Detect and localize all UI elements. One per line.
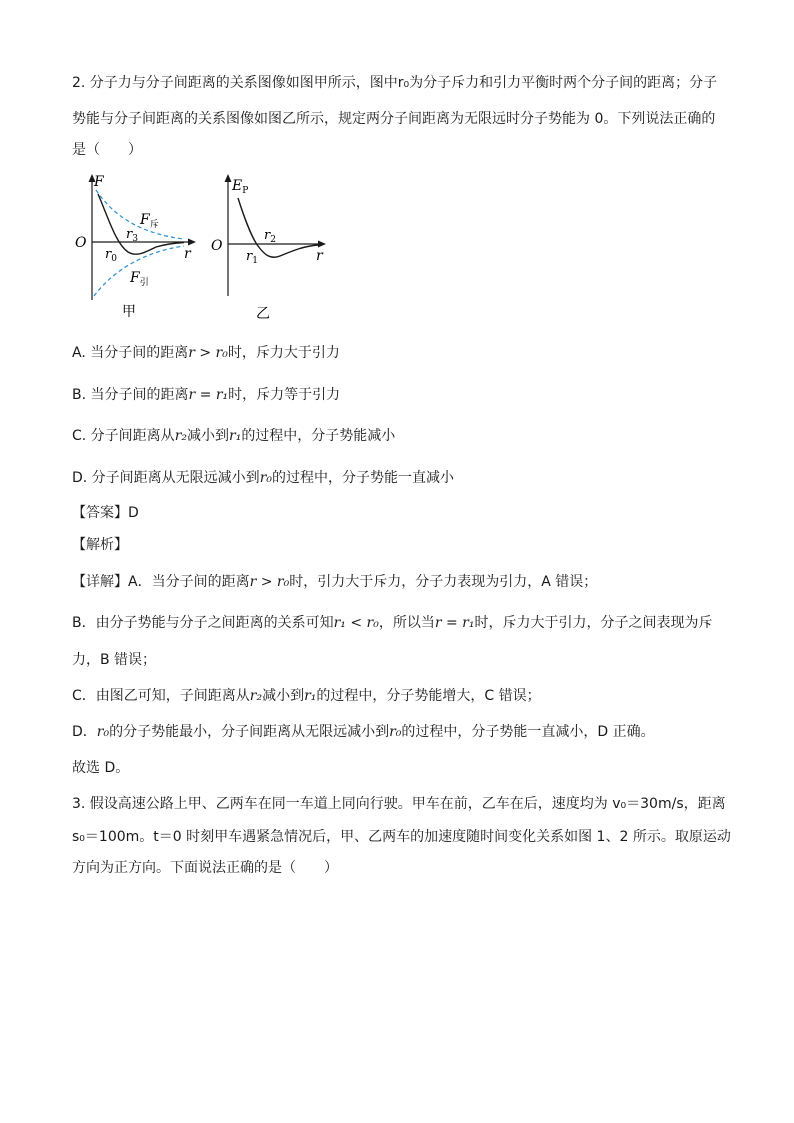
- detail-line-3: 力，B 错误；: [72, 652, 157, 668]
- option-c-pre: C. 分子间距离从: [72, 428, 175, 444]
- detail-line-4: [72, 686, 541, 706]
- q2-text-line-2: 势能与分子间距离的关系图像如图乙所示，规定两分子间距离为无限远时分子势能为 0。下列说法正确的: [72, 111, 716, 127]
- detail-4-math-1: r₂: [249, 688, 263, 704]
- detail-4-post: 的过程中，分子势能增大，C 错误；: [316, 688, 541, 704]
- detail-line-6: 故选 D。: [72, 760, 130, 776]
- option-c-math-2: r₁: [229, 428, 242, 444]
- option-b-pre: B. 当分子间的距离: [72, 387, 189, 403]
- option-d-math: r₀: [259, 470, 272, 486]
- detail-2-post: 时，斥力大于引力，分子之间表现为斥: [474, 615, 713, 631]
- detail-line-2: [72, 613, 713, 633]
- option-a-post: 时，斥力大于引力: [227, 345, 340, 361]
- option-a: [72, 343, 340, 363]
- detail-5-pre: D．: [72, 724, 97, 740]
- option-a-pre: A. 当分子间的距离: [72, 345, 189, 361]
- option-d-post: 的过程中，分子势能一直减小: [272, 470, 454, 486]
- detail-line-1: [72, 572, 597, 592]
- detail-1-pre: 【详解】A．当分子间的距离: [72, 574, 250, 590]
- jia-caption: 甲: [122, 304, 136, 320]
- jia-label-r0: $r_0$: [105, 247, 117, 264]
- yi-y-arrow: [225, 174, 232, 182]
- option-c-mid: 减小到: [187, 428, 229, 444]
- q3-text-line-3: 方向为正方向。下面说法正确的是（ ）: [72, 860, 338, 876]
- detail-1-post: 时，引力大于斥力，分子力表现为引力，A 错误；: [289, 574, 598, 590]
- detail-1-math: r > r₀: [249, 574, 290, 590]
- q2-text-line-1: 2. 分子力与分子间距离的关系图像如图甲所示，图中r₀为分子斥力和引力平衡时两个分子间的距离；分子: [72, 75, 718, 91]
- option-a-math: r > r₀: [188, 345, 228, 361]
- jia-label-F-att: $F_引$: [130, 270, 149, 288]
- figure-jia: [72, 172, 202, 320]
- yi-x-arrow: [318, 241, 326, 248]
- jia-x-arrow: [188, 239, 196, 246]
- figure-yi: [208, 172, 338, 322]
- jia-label-O: O: [75, 235, 87, 251]
- option-c-math-1: r₂: [174, 428, 187, 444]
- jia-label-F: F: [94, 174, 104, 190]
- detail-2-math-2: r = r₁: [434, 615, 475, 631]
- detail-5-math-1: r₀: [96, 724, 110, 740]
- jia-label-F-rep: $F_斥$: [140, 212, 159, 230]
- detail-5-mid: 的分子势能最小，分子间距离从无限远减小到: [109, 724, 390, 740]
- q3-text-line-1: 3. 假设高速公路上甲、乙两车在同一车道上同向行驶。甲车在前，乙车在后，速度均为 v₀＝30m/s，距离: [72, 796, 726, 812]
- option-d-pre: D. 分子间距离从无限远减小到: [72, 470, 260, 486]
- detail-4-mid: 减小到: [262, 688, 305, 704]
- option-b-post: 时，斥力等于引力: [228, 387, 341, 403]
- detail-2-mid: ，所以当: [378, 615, 435, 631]
- option-d: [72, 468, 454, 488]
- analysis-label: 【解析】: [72, 537, 128, 553]
- yi-label-O: O: [211, 238, 223, 254]
- answer-line: [72, 503, 139, 523]
- detail-5-post: 的过程中，分子势能一直减小，D 正确。: [401, 724, 655, 740]
- detail-4-pre: C．由图乙可知，子间距离从: [72, 688, 250, 704]
- jia-label-r3: $r_3$: [126, 227, 138, 244]
- option-c-post: 的过程中，分子势能减小: [241, 428, 396, 444]
- yi-label-r: r: [316, 248, 323, 264]
- answer-value: D: [128, 505, 139, 521]
- detail-2-pre: B．由分子势能与分子之间距离的关系可知: [72, 615, 334, 631]
- q3-text-line-2: s₀＝100m。t＝0 时刻甲车遇紧急情况后，甲、乙两车的加速度随时间变化关系如图 1、2 所示。取原运动: [72, 829, 731, 845]
- detail-4-math-2: r₁: [304, 688, 317, 704]
- detail-2-math-1: r₁ < r₀: [333, 615, 379, 631]
- detail-line-5: [72, 722, 655, 742]
- option-b: [72, 385, 340, 405]
- detail-5-math-2: r₀: [389, 724, 402, 740]
- option-b-math: r = r₁: [188, 387, 229, 403]
- yi-label-r2: $r_2$: [264, 228, 276, 245]
- answer-label: 【答案】: [72, 505, 128, 521]
- option-c: [72, 426, 395, 446]
- yi-label-r1: $r_1$: [246, 249, 258, 266]
- yi-caption: 乙: [256, 306, 270, 322]
- jia-label-r: r: [184, 246, 191, 262]
- q2-text-line-3: 是（ ）: [72, 142, 142, 158]
- yi-label-Ep: $E_P$: [232, 178, 249, 196]
